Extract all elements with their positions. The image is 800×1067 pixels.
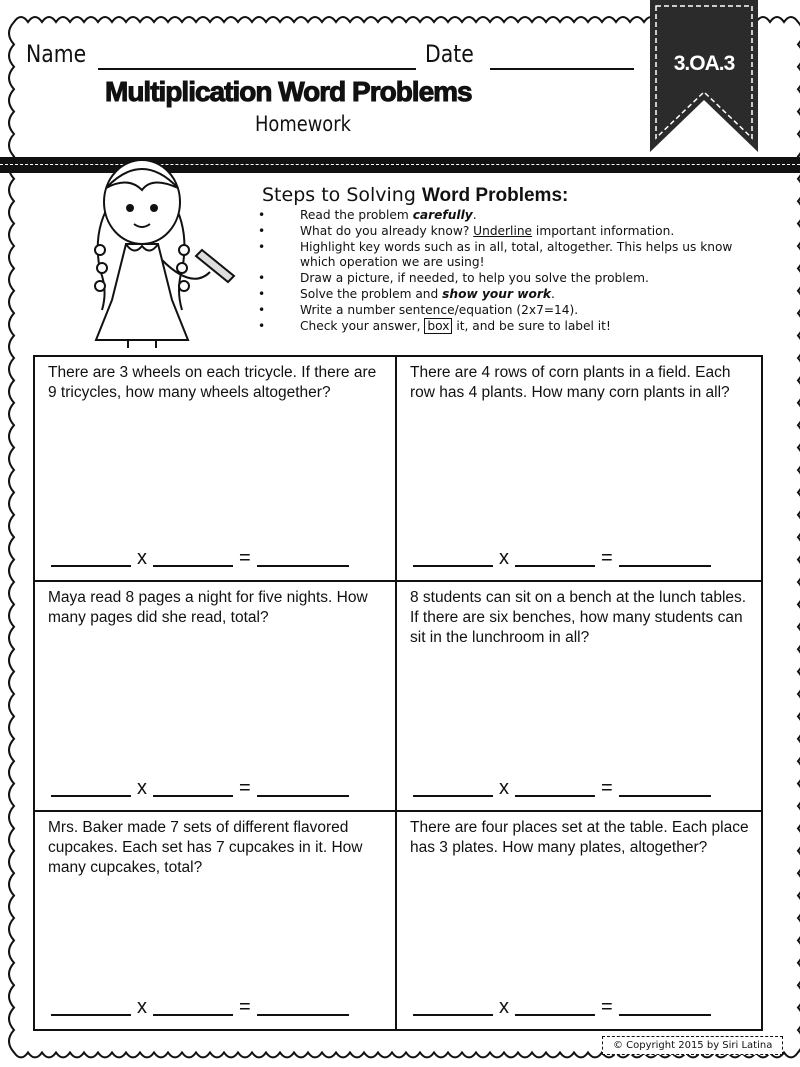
problem-text: Maya read 8 pages a night for five nights. How many pages did she read, total? <box>48 589 368 626</box>
factor-blank[interactable] <box>515 564 595 567</box>
step-item <box>258 224 758 240</box>
factor-blank[interactable] <box>51 1013 131 1016</box>
equals-sign: = <box>601 996 613 1018</box>
factor-blank[interactable] <box>515 1013 595 1016</box>
product-blank[interactable] <box>257 1013 349 1016</box>
step-item <box>258 287 758 303</box>
times-sign: x <box>137 777 147 799</box>
equation-blanks <box>413 547 711 570</box>
factor-blank[interactable] <box>153 1013 233 1016</box>
step-item <box>258 240 758 272</box>
step-text-before: Read the problem <box>300 208 413 222</box>
problems-grid <box>33 355 763 1031</box>
step-text-box: box <box>424 318 452 334</box>
standard-ribbon <box>650 0 758 152</box>
product-blank[interactable] <box>619 1013 711 1016</box>
step-item <box>258 303 758 319</box>
equals-sign: = <box>601 777 613 799</box>
equals-sign: = <box>239 996 251 1018</box>
problem-cell[interactable] <box>397 812 761 1029</box>
product-blank[interactable] <box>619 794 711 797</box>
factor-blank[interactable] <box>515 794 595 797</box>
product-blank[interactable] <box>257 794 349 797</box>
equation-blanks <box>51 996 349 1019</box>
factor-blank[interactable] <box>51 564 131 567</box>
factor-blank[interactable] <box>413 1013 493 1016</box>
step-text-after: important information. <box>532 223 675 238</box>
problem-cell[interactable] <box>35 812 397 1029</box>
problem-cell[interactable] <box>35 357 397 582</box>
page-title: Multiplication Word Problems <box>105 76 472 107</box>
factor-blank[interactable] <box>51 794 131 797</box>
steps-heading-bold: Word Problems: <box>421 185 569 206</box>
times-sign: x <box>499 777 509 799</box>
page-subtitle: Homework <box>255 112 351 136</box>
steps-heading-prefix: Steps to Solving <box>262 184 416 206</box>
factor-blank[interactable] <box>413 794 493 797</box>
problem-cell[interactable] <box>397 582 761 812</box>
factor-blank[interactable] <box>153 564 233 567</box>
times-sign: x <box>499 996 509 1018</box>
step-text-after: . <box>550 286 555 301</box>
step-text-after: . <box>472 208 477 222</box>
factor-blank[interactable] <box>153 794 233 797</box>
problem-text: There are 3 wheels on each tricycle. If there are 9 tricycles, how many wheels altogether? <box>48 364 377 401</box>
equation-blanks <box>413 996 711 1019</box>
steps-heading <box>262 184 568 207</box>
problem-text: There are 4 rows of corn plants in a field. Each row has 4 plants. How many corn plants in all? <box>410 364 731 401</box>
date-label: Date <box>425 40 474 68</box>
name-field[interactable] <box>98 68 416 70</box>
step-text-before: Check your answer, <box>300 318 425 333</box>
step-text-before: Highlight key words such as in all, total, altogether. This helps us know which operation we are using! <box>300 239 733 270</box>
step-text-em: carefully <box>412 208 473 222</box>
problem-cell[interactable] <box>35 582 397 812</box>
equation-blanks <box>413 777 711 800</box>
standard-code: 3.OA.3 <box>673 52 735 75</box>
times-sign: x <box>137 547 147 569</box>
steps-list <box>258 208 758 334</box>
product-blank[interactable] <box>619 564 711 567</box>
problem-text: 8 students can sit on a bench at the lunch tables. If there are six benches, how many students can sit in the lunchroom in all? <box>410 589 747 646</box>
equals-sign: = <box>239 547 251 569</box>
product-blank[interactable] <box>257 564 349 567</box>
step-item <box>258 208 758 224</box>
step-text-before: Write a number sentence/equation (2x7=14). <box>300 302 579 317</box>
factor-blank[interactable] <box>413 564 493 567</box>
girl-illustration <box>72 140 242 350</box>
problem-text: Mrs. Baker made 7 sets of different flavored cupcakes. Each set has 7 cupcakes in it. How many cupcakes, total? <box>48 819 363 876</box>
step-text-before: What do you already know? <box>300 223 474 238</box>
step-text-em: show your work <box>442 286 551 301</box>
step-text-before: Draw a picture, if needed, to help you solve the problem. <box>300 271 649 286</box>
equals-sign: = <box>601 547 613 569</box>
problem-cell[interactable] <box>397 357 761 582</box>
step-item <box>258 271 758 287</box>
step-item <box>258 319 758 335</box>
problem-text: There are four places set at the table. Each place has 3 plates. How many plates, altogether? <box>410 819 749 856</box>
times-sign: x <box>499 547 509 569</box>
copyright-notice: © Copyright 2015 by Siri Latina <box>602 1036 783 1055</box>
step-text-ul: Underline <box>473 223 533 238</box>
step-text-before: Solve the problem and <box>300 286 443 301</box>
date-field[interactable] <box>490 68 634 70</box>
step-text-after: it, and be sure to label it! <box>452 318 611 333</box>
name-label: Name <box>26 40 87 68</box>
equals-sign: = <box>239 777 251 799</box>
equation-blanks <box>51 547 349 570</box>
equation-blanks <box>51 777 349 800</box>
times-sign: x <box>137 996 147 1018</box>
